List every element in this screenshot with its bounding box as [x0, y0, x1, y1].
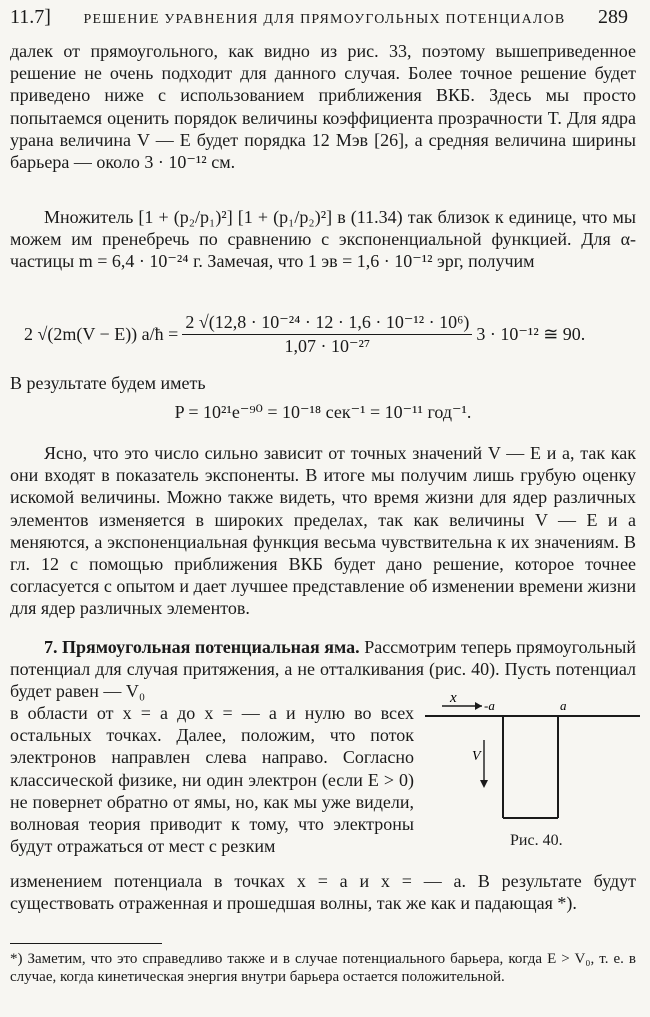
incident-arrow-head — [475, 702, 482, 710]
paragraph-3: В результате будем иметь — [10, 373, 206, 393]
page-number: 289 — [598, 6, 628, 28]
x-axis-label: x — [450, 690, 457, 706]
running-title: РЕШЕНИЕ УРАВНЕНИЯ ДЛЯ ПРЯМОУГОЛЬНЫХ ПОТЕНЦИАЛОВ — [83, 12, 566, 27]
depth-arrow-head — [480, 780, 488, 788]
equation-1-right: 3 · 10⁻¹² ≅ 90. — [476, 323, 586, 344]
section-7-text-full: Рассмотрим теперь прямоугольный потенциал для случая притяжения, а не отталкивания (рис. 40). Пусть потенциал будет равен — V₀ — [10, 637, 636, 702]
figure-caption: Рис. 40. — [510, 832, 563, 849]
equation-1-numerator: 2 √(12,8 · 10⁻²⁴ · 12 · 1,6 · 10⁻¹² · 10⁶) — [182, 312, 472, 335]
footnote-rule — [10, 943, 162, 944]
paragraph-2: Множитель [1 + (p₂/p₁)²] [1 + (p₁/p₂)²] в (11.34) так близок к единице, что мы можем им пренебречь по сравнению с экспоненциальной функцией. Для α-частицы m = 6,4 · 10⁻²⁴ г. Замечая, что 1 эв = 1,6 · 10⁻¹² эрг, получим — [10, 207, 636, 272]
section-7-text-narrow: в области от x = a до x = — a и нулю во всех остальных точках. Далее, положим, что поток электронов направлен слева направо. Согласно классической физике, ни один электрон (если E > 0) не повернет обратно от ямы, но, как мы уже видели, волновая теория приводит к тому, что электроны будут отражаться от мест с резким — [10, 703, 414, 857]
v-label: V — [472, 749, 481, 764]
equation-2: P = 10²¹e⁻⁹⁰ = 10⁻¹⁸ сек⁻¹ = 10⁻¹¹ год⁻¹. — [174, 402, 472, 422]
equation-1-fraction — [182, 312, 472, 357]
a-label: a — [560, 698, 567, 713]
section-number: 11.7] — [10, 6, 51, 28]
neg-a-label: -a — [484, 698, 495, 713]
equation-1-denominator: 1,07 · 10⁻²⁷ — [284, 335, 371, 356]
equation-1 — [10, 304, 636, 364]
section-7-text-after: изменением потенциала в точках x = a и x = — a. В результате будут существовать отраженная и прошедшая волны, так же как и падающая *). — [10, 871, 636, 914]
paragraph-4: Ясно, что это число сильно зависит от точных значений V — E и a, так как они входят в показатель экспоненты. В итоге мы получим лишь грубую оценку искомой величины. Можно также видеть, что время жизни для ядер различных элементов изменяется в широких пределах, так как величины V — E и a меняются, а экспоненциальная функция весьма чувствительна к их значениям. В гл. 12 с помощью приближения ВКБ будет дано решение, которое точнее согласуется с опытом и дает лучшее представление об изменении времени жизни для ядер различных элементов. — [10, 443, 636, 619]
paragraph-1: далек от прямоугольного, как видно из рис. 33, поэтому вышеприведенное решение не очень подходит для данного случая. Более точное решение будет приведено ниже с использованием приближения ВКБ. Здесь мы просто попытаемся оценить порядок величины коэффициента прозрачности T. Для ядра урана величина V — E будет порядка 12 Мэв [26], а средняя величина ширины барьера — около 3 · 10⁻¹² см. — [10, 41, 636, 173]
section-7-heading: 7. Прямоугольная потенциальная яма. — [44, 637, 360, 657]
running-header — [10, 6, 628, 32]
footnote: *) Заметим, что это справедливо также и в случае потенциального барьера, когда E > V₀, т. е. в случае, когда кинетическая энергия внутри барьера остается положительной. — [10, 951, 636, 985]
equation-1-left: 2 √(2m(V − E)) a/ħ = — [24, 323, 179, 344]
